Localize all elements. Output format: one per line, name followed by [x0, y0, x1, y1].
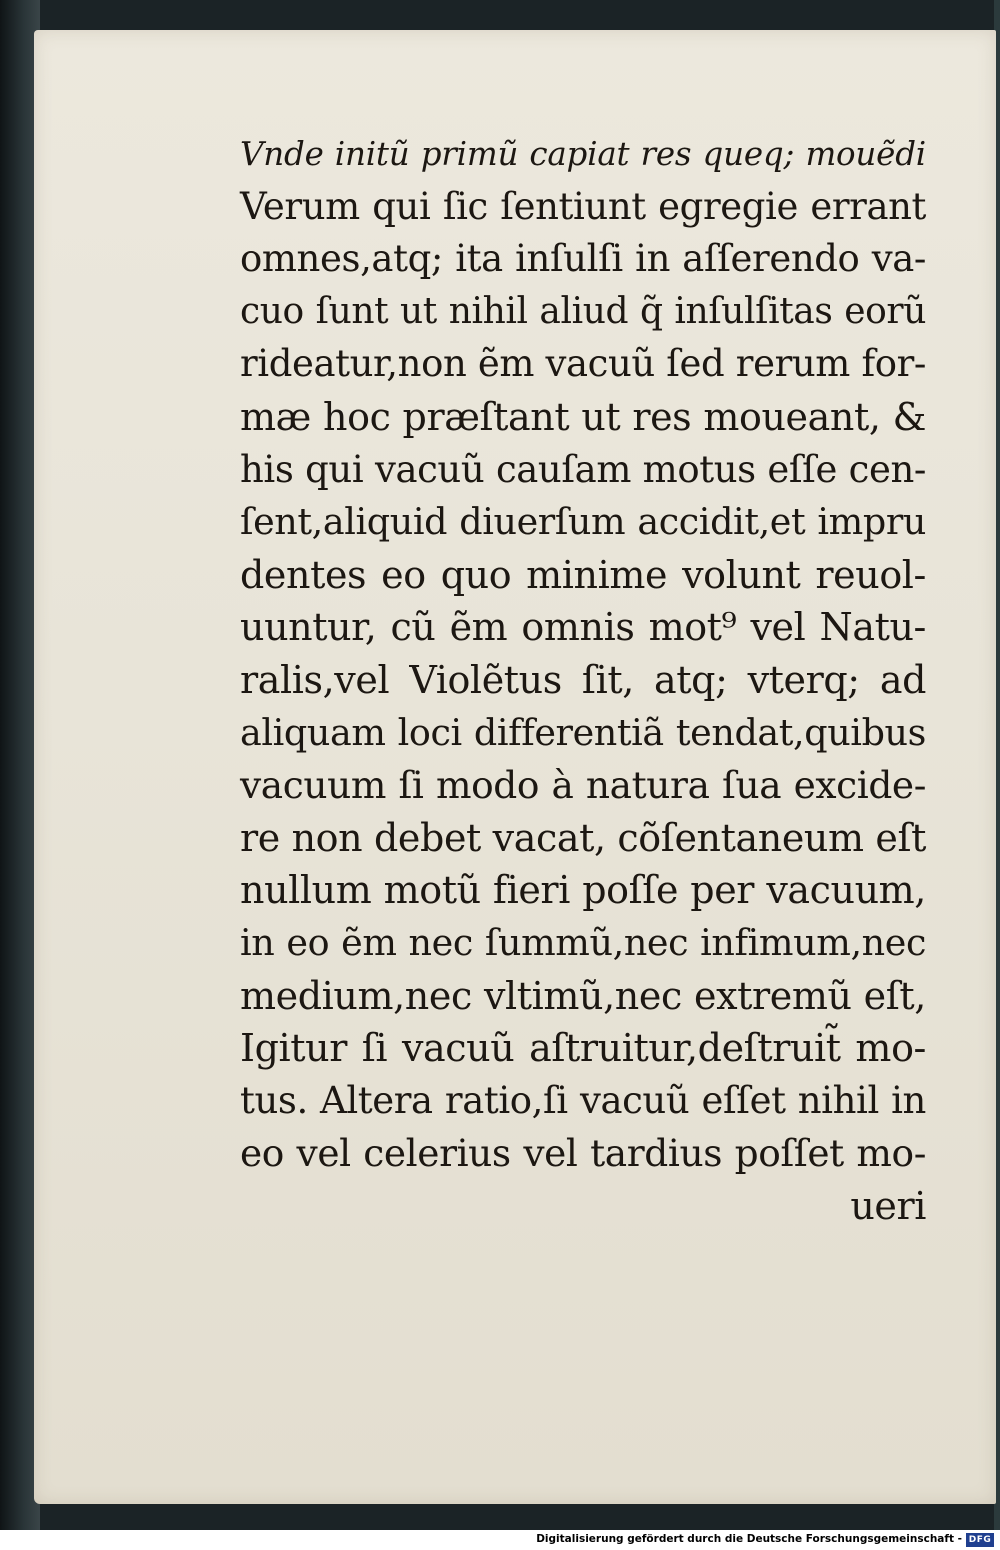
text-line: medium,nec vltimũ,nec extremũ eſt, [240, 973, 926, 1018]
digitization-footer [0, 1530, 1000, 1550]
dfg-logo: DFG [966, 1533, 994, 1547]
text-line: omnes,atq; ita inſulſi in aſſerendo va- [240, 237, 926, 281]
text-line: vacuum ſi modo à natura ſua excide- [240, 763, 926, 808]
text-line: tus. Altera ratio,ſi vacuũ eſſet nihil in [240, 1078, 926, 1122]
book-page [34, 30, 996, 1504]
funding-note: Digitalisierung gefördert durch die Deutsche Forschungsgemeinschaft - [536, 1533, 962, 1545]
text-line: eo vel celerius vel tardius poſſet mo- [240, 1131, 926, 1176]
text-line: ſent,aliquid diuerſum accidit,et impru [240, 500, 926, 544]
text-line: re non debet vacat, cõſentaneum eſt [240, 815, 926, 860]
text-line: rideatur,non ẽm vacuũ ſed rerum for- [240, 342, 926, 386]
text-line: Igitur ſi vacuũ aſtruitur,deſtruit̃ mo- [240, 1026, 926, 1071]
text-line: Verum qui ſic ſentiunt egregie errant [240, 184, 926, 228]
text-line: nullum motũ fieri poſſe per vacuum, [240, 868, 926, 913]
page-text-block [240, 128, 926, 1232]
text-line: mæ hoc præſtant ut res moueant, & [240, 394, 926, 439]
running-headline: Vnde initũ primũ capiat res queq; mouẽdi [240, 135, 926, 173]
text-line: in eo ẽm nec ſummũ,nec infimum,nec [240, 920, 926, 964]
text-line: uuntur, cũ ẽm omnis mot⁹ vel Natu- [240, 605, 926, 650]
text-line: dentes eo quo minime volunt reuol- [240, 552, 926, 597]
text-line: his qui vacuũ cauſam motus eſſe cen- [240, 447, 926, 491]
text-line: ralis,vel Violẽtus ſit, atq; vterq; ad [240, 657, 926, 702]
text-line: aliquam loci differentiã tendat,quibus [240, 710, 926, 754]
text-line: cuo ſunt ut nihil aliud q̃ inſulſitas eorũ [240, 290, 926, 332]
catchword: ueri [850, 1183, 926, 1228]
